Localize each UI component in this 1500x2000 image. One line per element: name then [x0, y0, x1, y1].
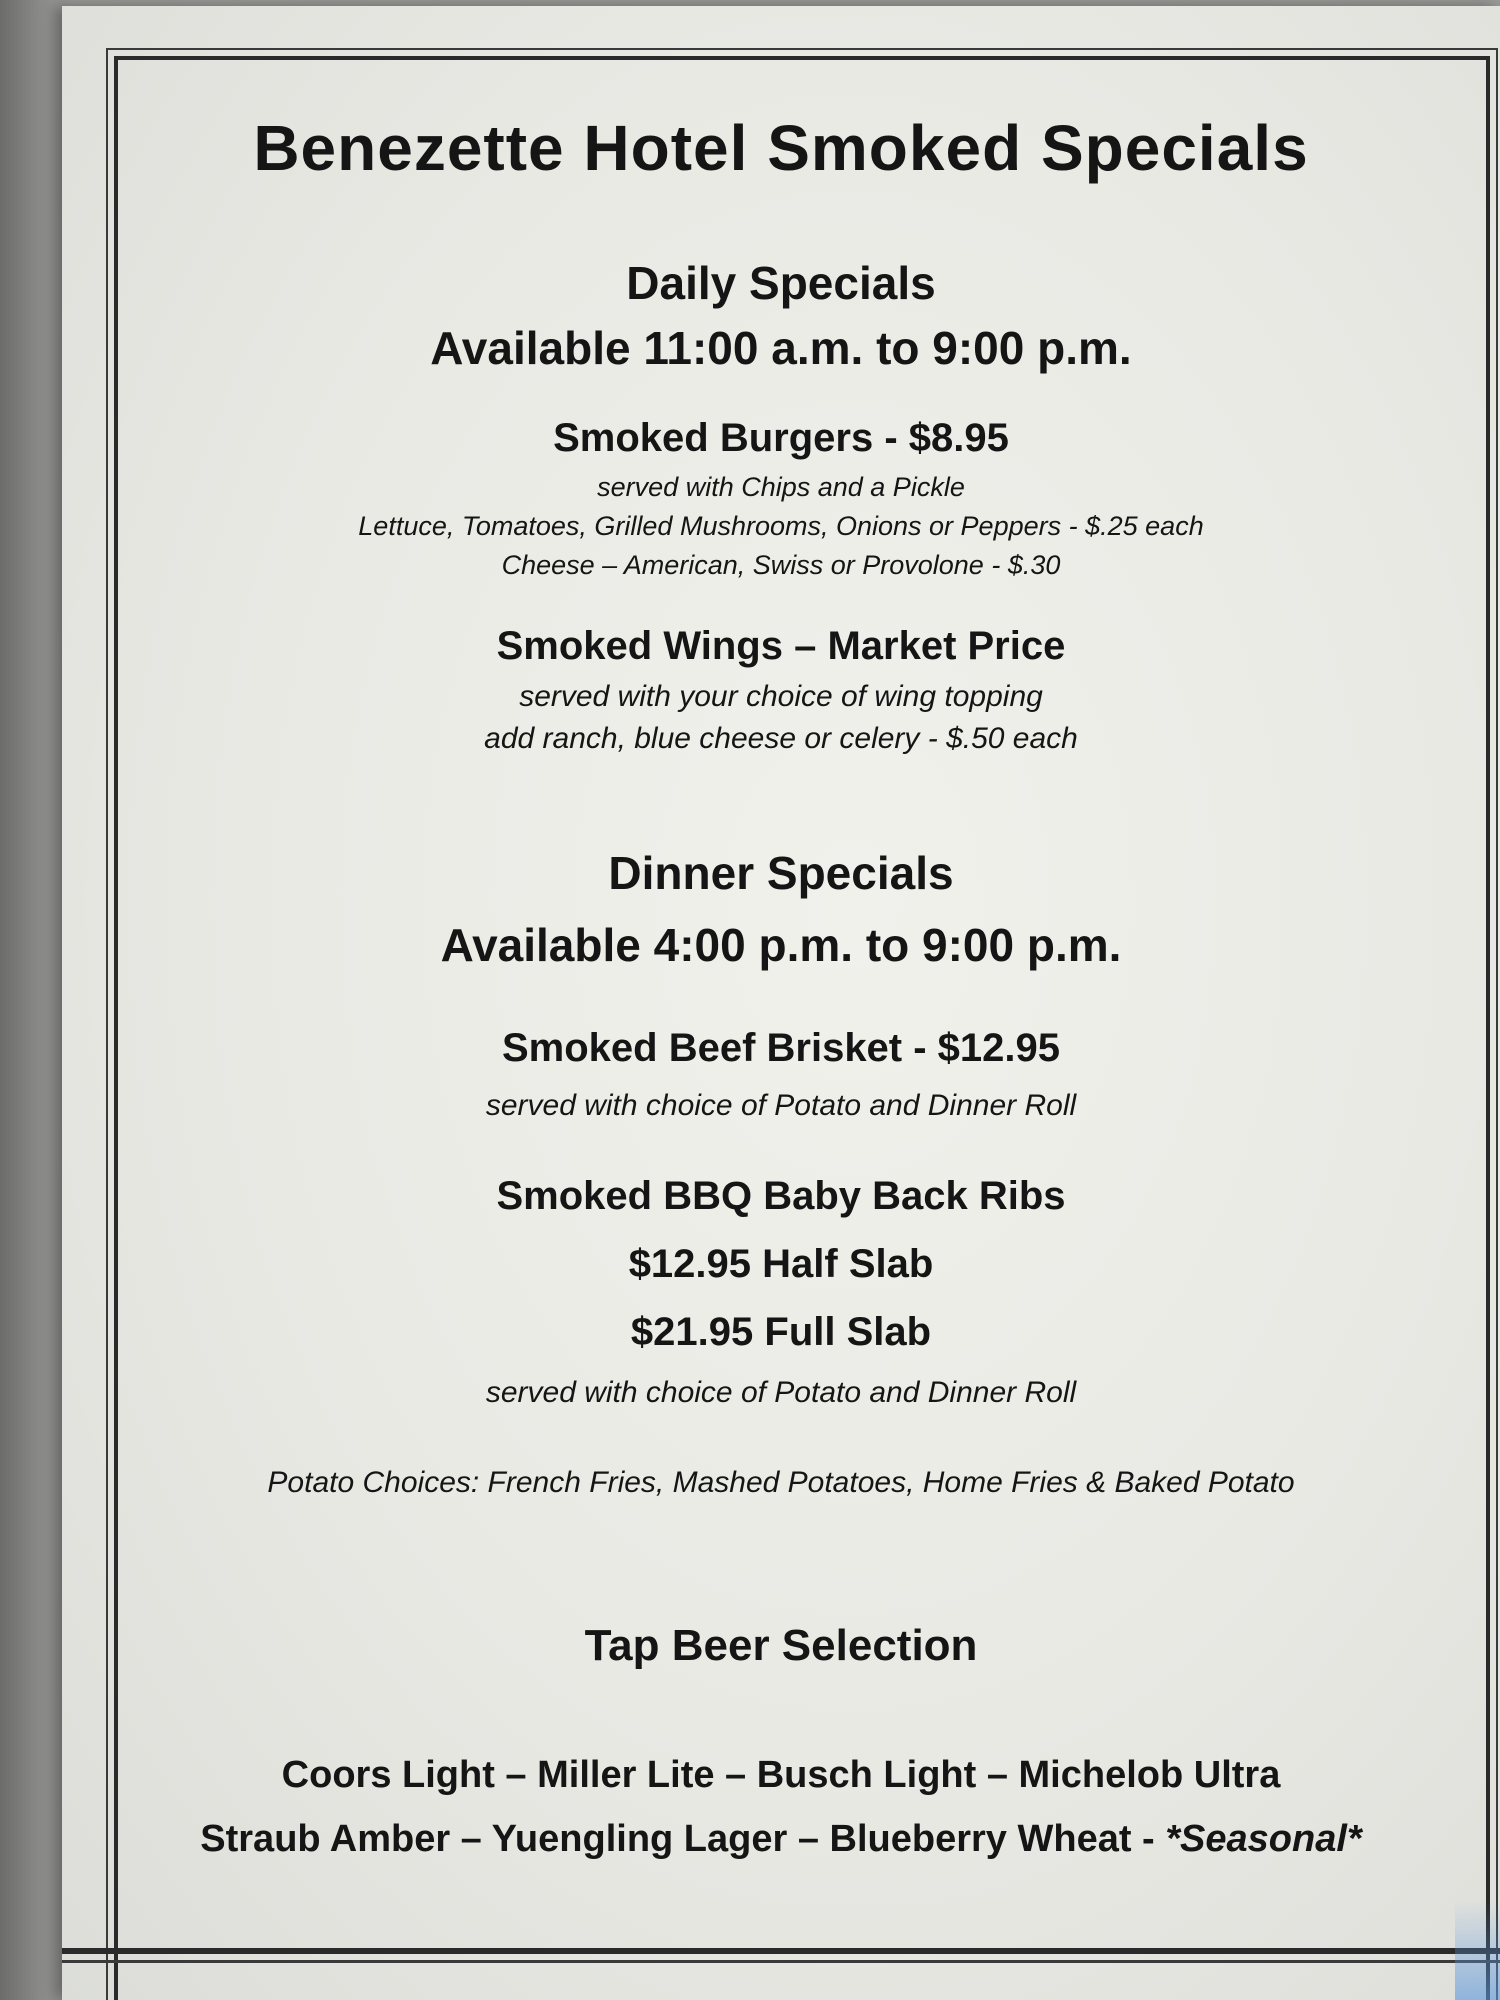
dinner-specials-heading: Dinner Specials [608, 847, 954, 899]
bottom-border-inner [62, 1960, 1500, 1963]
smoked-burgers-item: Smoked Burgers - $8.95 [553, 416, 1009, 460]
burgers-served-with: served with Chips and a Pickle [597, 472, 965, 502]
burgers-toppings: Lettuce, Tomatoes, Grilled Mushrooms, Onions or Peppers - $.25 each [358, 511, 1204, 541]
blue-glare [1455, 1900, 1500, 2000]
beer-list-line-1: Coors Light – Miller Lite – Busch Light – Michelob Ultra [281, 1754, 1281, 1796]
beer-list-line-2-main: Straub Amber – Yuengling Lager – Blueberry Wheat - [200, 1818, 1166, 1860]
beer-list-line-2 [62, 1818, 1500, 1861]
smoked-wings-item: Smoked Wings – Market Price [496, 624, 1066, 668]
beef-brisket-item: Smoked Beef Brisket - $12.95 [501, 1026, 1061, 1070]
seasonal-note: *Seasonal* [1165, 1818, 1362, 1860]
potato-choices: Potato Choices: French Fries, Mashed Potatoes, Home Fries & Baked Potato [267, 1466, 1295, 1499]
baby-back-ribs-item: Smoked BBQ Baby Back Ribs [496, 1174, 1066, 1218]
daily-specials-hours: Available 11:00 a.m. to 9:00 p.m. [430, 322, 1132, 374]
daily-specials-heading: Daily Specials [626, 257, 936, 309]
menu-sheet [62, 6, 1500, 2000]
wings-addons: add ranch, blue cheese or celery - $.50 each [484, 722, 1078, 755]
tap-beer-heading: Tap Beer Selection [584, 1621, 978, 1670]
burgers-cheese: Cheese – American, Swiss or Provolone - $.30 [501, 550, 1061, 580]
brisket-served-with: served with choice of Potato and Dinner Roll [485, 1089, 1077, 1122]
ribs-served-with: served with choice of Potato and Dinner Roll [485, 1376, 1077, 1409]
wings-served-with: served with your choice of wing topping [519, 680, 1043, 713]
ribs-full-slab-price: $21.95 Full Slab [630, 1310, 932, 1354]
bottom-border [62, 1948, 1500, 1954]
dinner-specials-hours: Available 4:00 p.m. to 9:00 p.m. [440, 919, 1122, 971]
ribs-half-slab-price: $12.95 Half Slab [628, 1242, 934, 1286]
menu-title: Benezette Hotel Smoked Specials [253, 112, 1309, 184]
